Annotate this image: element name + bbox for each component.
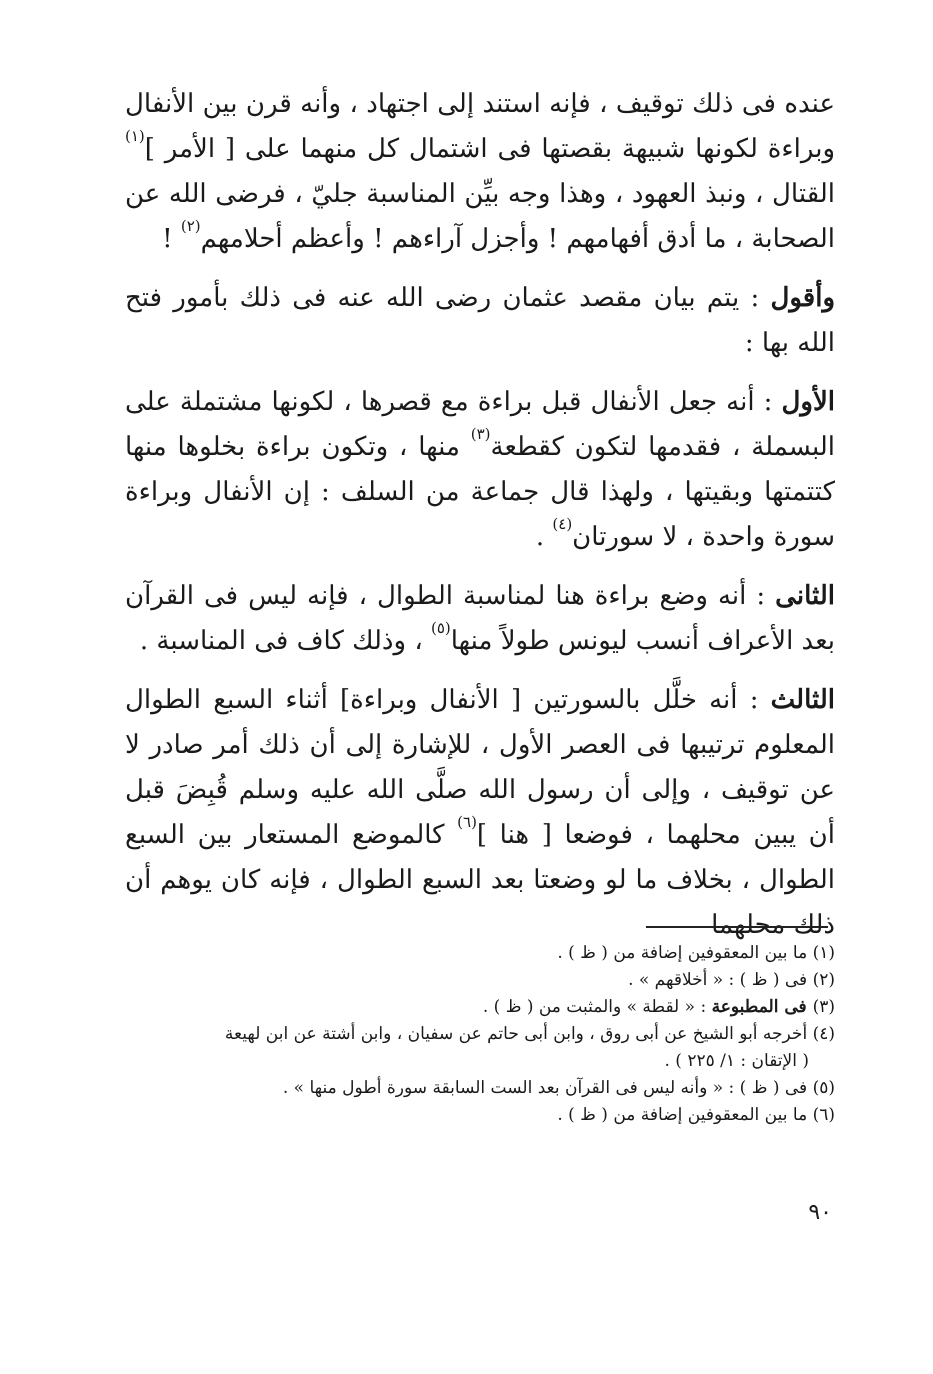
paragraph-4 <box>125 574 835 664</box>
footnotes <box>125 940 835 1129</box>
main-text <box>125 82 835 962</box>
paragraph-5 <box>125 678 835 948</box>
paragraph-lead: الأول <box>781 387 835 417</box>
footnote-2 <box>125 967 835 994</box>
footnote-ref-3[interactable]: (٣) <box>470 425 491 443</box>
footnote-number: (١) <box>812 943 835 963</box>
text-run: منها ، وتكون براءة بخلوها منها كتتمتها وبقيتها ، ولهذا قال جماعة من السلف : إن الأنفال وبراءة سورة واحدة ، لا سورتان <box>125 432 835 552</box>
paragraph-lead: وأقول <box>770 283 835 313</box>
footnote-text: فى ( ظ ) : « أخلاقهم » . <box>628 970 813 990</box>
footnote-ref-2[interactable]: (٢) <box>180 217 201 235</box>
footnote-3 <box>125 994 835 1021</box>
footnote-6 <box>125 1102 835 1129</box>
text-run: ، وذلك كاف فى المناسبة . <box>139 626 431 656</box>
footnote-5 <box>125 1075 835 1102</box>
footnote-text: ما بين المعقوفين إضافة من ( ظ ) . <box>557 1105 813 1125</box>
paragraph-3 <box>125 380 835 560</box>
footnote-continuation: ( الإتقان : ١/ ٢٢٥ ) . <box>664 1051 809 1071</box>
footnote-ref-6[interactable]: (٦) <box>457 813 477 831</box>
text-run: كالموضع المستعار بين السبع الطوال ، بخلاف ما لو وضعتا بعد السبع الطوال ، فإنه كان يوهم أن ذلك محلهما <box>125 820 835 940</box>
footnote-number: (٤) <box>812 1024 835 1044</box>
footnote-bold: فى المطبوعة <box>711 997 813 1017</box>
footnote-ref-5[interactable]: (٥) <box>430 619 451 637</box>
footnote-number: (٦) <box>812 1105 835 1125</box>
footnote-text: أخرجه أبو الشيخ عن أبى روق ، وابن أبى حاتم عن سفيان ، وابن أشتة عن ابن لهيعة <box>224 1024 813 1044</box>
page-number: ٩٠ <box>808 1200 832 1225</box>
footnote-text: ما بين المعقوفين إضافة من ( ظ ) . <box>557 943 813 963</box>
text-run: القتال ، ونبذ العهود ، وهذا وجه بيِّن المناسبة جليّ ، فرضى الله عن الصحابة ، ما أدق أفهامهم ! وأجزل آراءهم ! وأعظم أحلامهم <box>125 179 835 254</box>
text-run: : أنه وضع براءة هنا لمناسبة الطوال ، فإنه ليس فى القرآن بعد الأعراف أنسب ليونس طولاً منها <box>125 581 835 656</box>
footnote-number: (٥) <box>812 1078 835 1098</box>
text-run: ! <box>162 224 181 254</box>
text-run: : أنه خلَّل بالسورتين [ الأنفال وبراءة] أثناء السبع الطوال المعلوم ترتيبها فى العصر الأول ، للإشارة إلى أن ذلك أمر صادر لا عن توقيف ، وإلى أن رسول الله صلَّى الله عليه وسلم قُبِضَ قبل أن يبين محلهما ، فوضعا [ هنا ] <box>125 685 835 850</box>
paragraph-lead: الثانى <box>775 581 835 611</box>
footnote-separator <box>646 926 828 928</box>
footnote-ref-4[interactable]: (٤) <box>552 515 573 533</box>
footnote-ref-1[interactable]: (١) <box>125 127 145 145</box>
paragraph-2 <box>125 276 835 366</box>
paragraph-lead: الثالث <box>770 685 835 715</box>
footnote-text: فى ( ظ ) : « وأنه ليس فى القرآن بعد الست السابقة سورة أطول منها » . <box>282 1078 813 1098</box>
footnote-number: (٢) <box>812 970 835 990</box>
footnote-4 <box>125 1021 835 1075</box>
text-run: . <box>535 522 553 552</box>
footnote-1 <box>125 940 835 967</box>
footnote-number: (٣) <box>812 997 835 1017</box>
footnote-text: : « لقطة » والمثبت من ( ظ ) . <box>482 997 712 1017</box>
text-run: : أنه جعل الأنفال قبل براءة مع قصرها ، لكونها مشتملة على البسملة ، فقدمها لتكون كقطعة <box>125 387 835 462</box>
paragraph-1 <box>125 82 835 262</box>
text-run: : يتم بيان مقصد عثمان رضى الله عنه فى ذلك بأمور فتح الله بها : <box>125 283 835 358</box>
text-run: عنده فى ذلك توقيف ، فإنه استند إلى اجتهاد ، وأنه قرن بين الأنفال وبراءة لكونها شبيهة بقصتها فى اشتمال كل منهما على [ الأمر ] <box>125 89 835 164</box>
